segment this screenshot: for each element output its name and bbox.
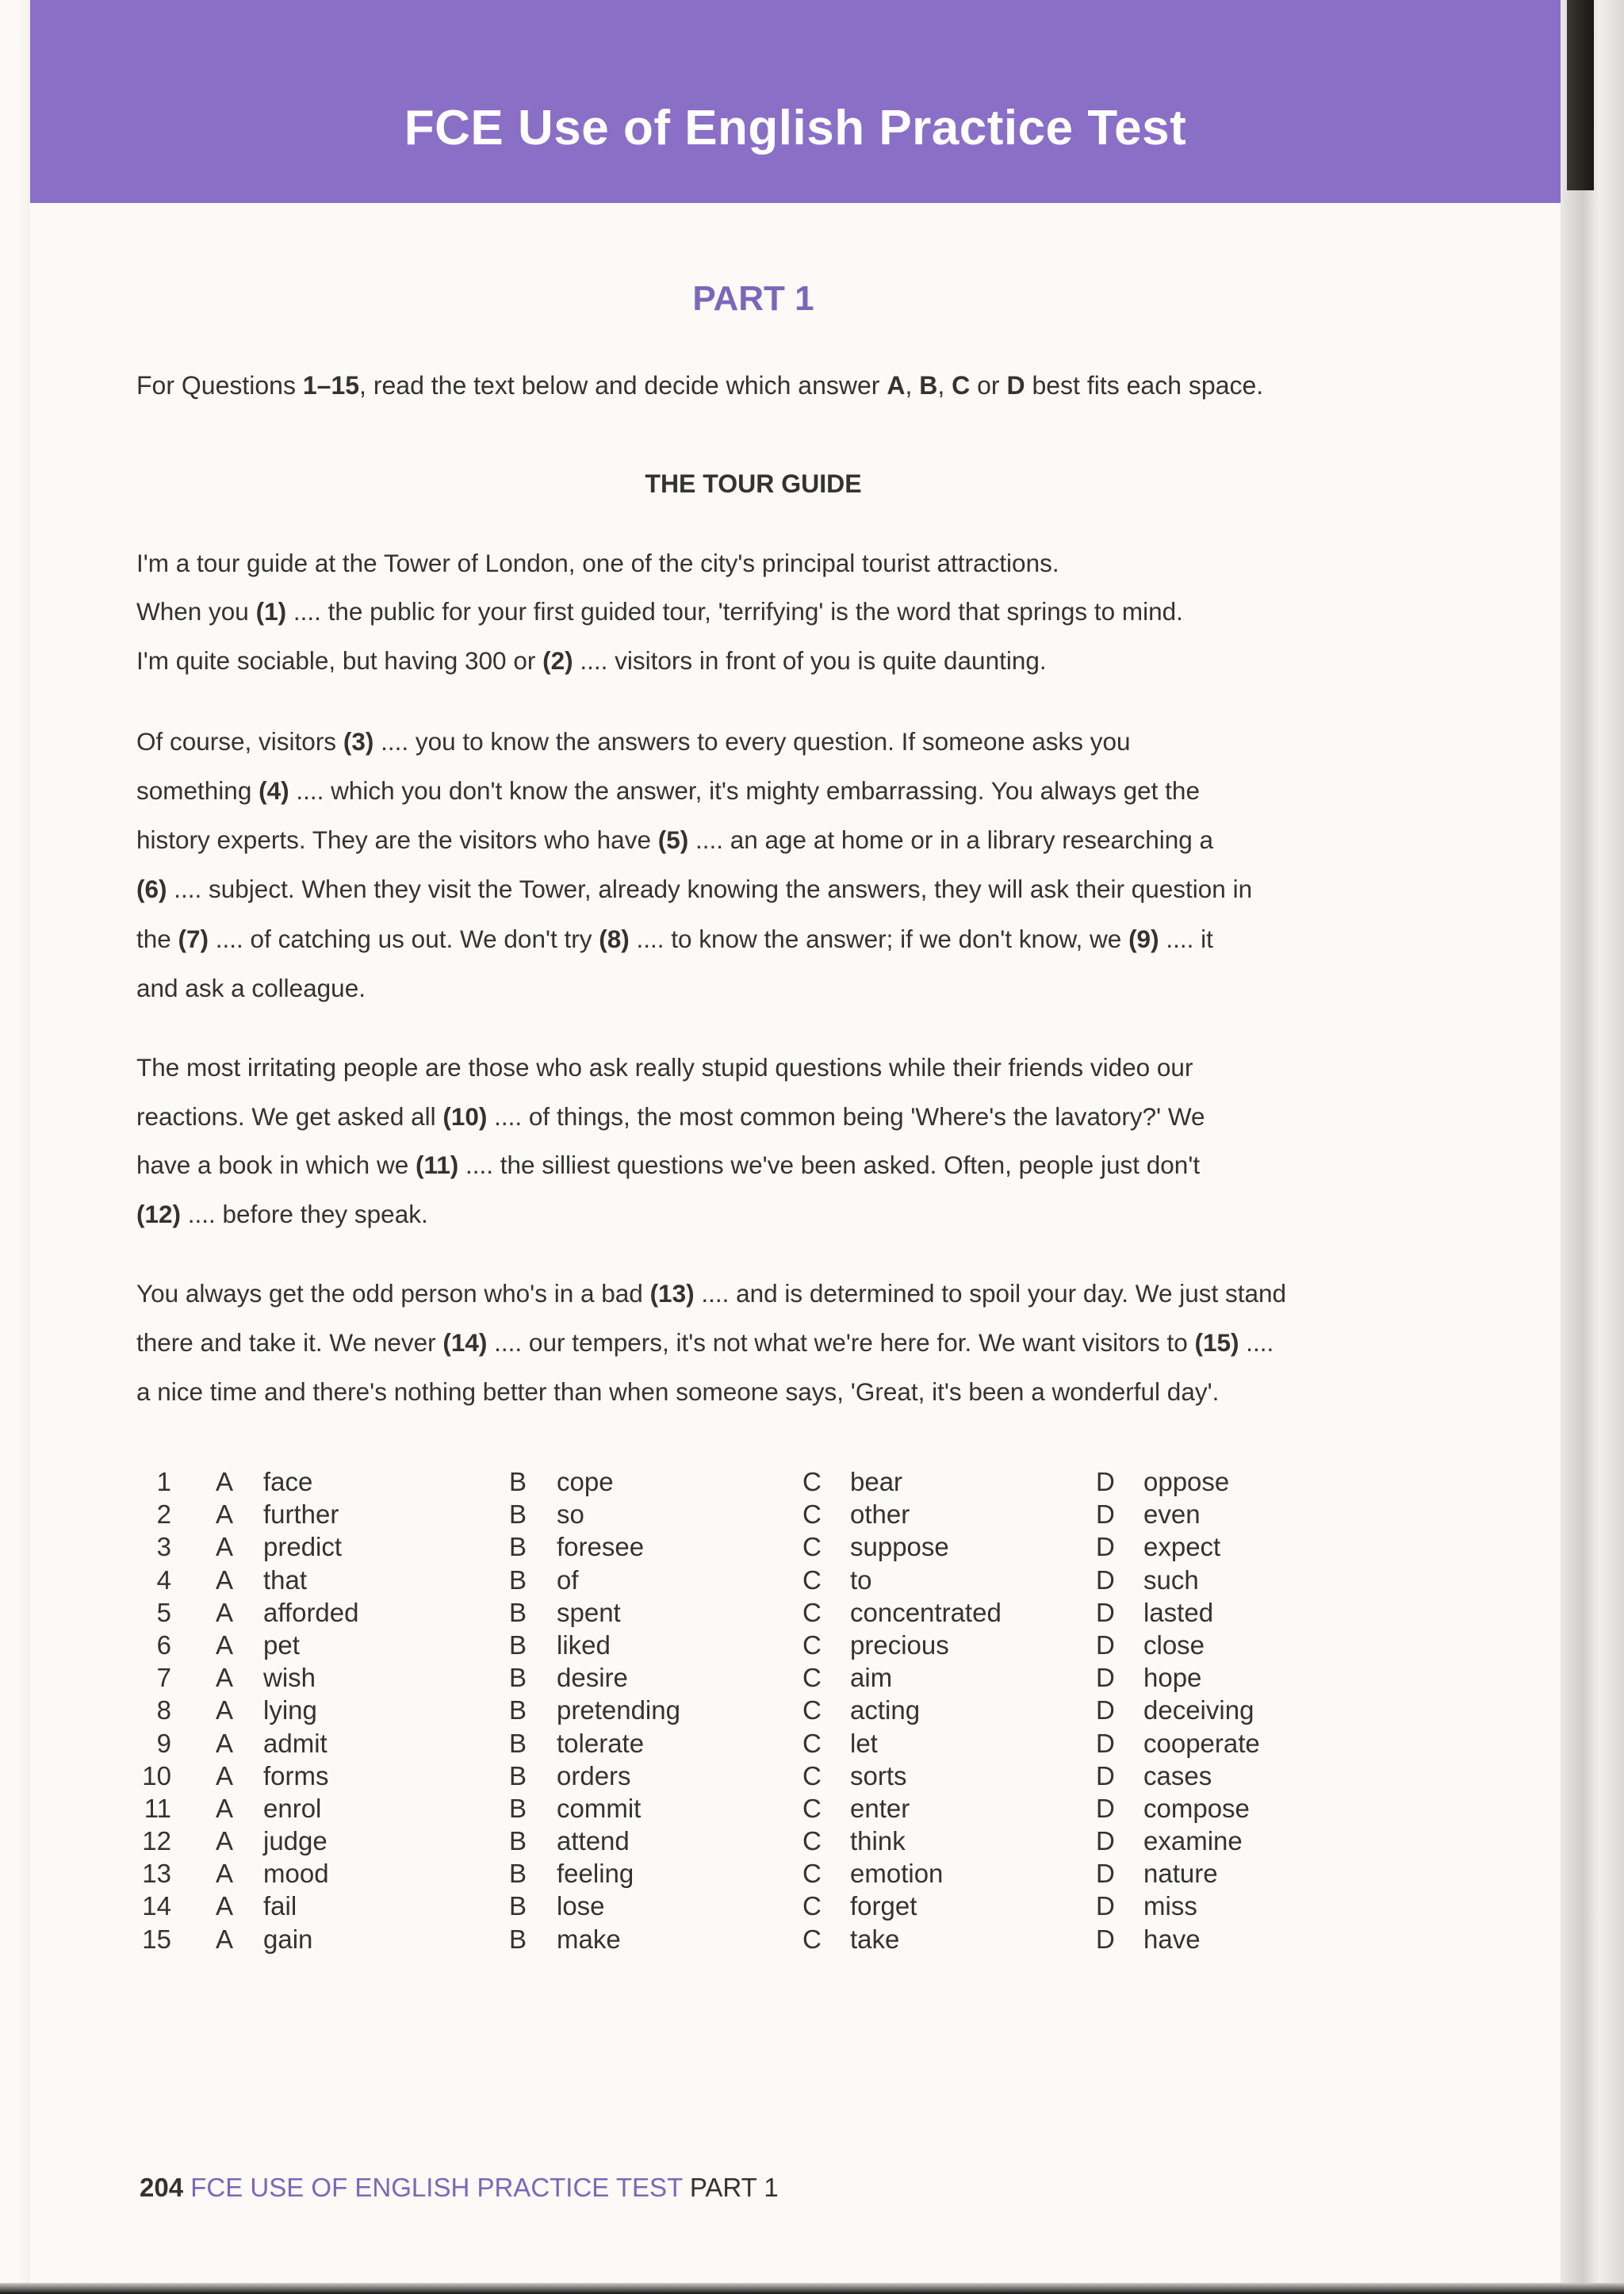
option-a: forms <box>263 1760 329 1790</box>
option-letter-a: A <box>216 1924 234 1954</box>
passage-line <box>136 776 1200 806</box>
option-letter-d: D <box>1096 1630 1115 1660</box>
question-number: 9 <box>156 1728 171 1758</box>
instructions-text: , read the text below and decide which answer <box>359 371 887 400</box>
option-letter-a: A <box>216 1891 234 1921</box>
passage-text: I'm a tour guide at the Tower of London, one of the city's principal tourist attractions. <box>136 549 1059 577</box>
passage-text: .... it <box>1159 925 1213 953</box>
gap-number: (4) <box>259 776 289 805</box>
option-a: judge <box>263 1826 327 1856</box>
option-letter-d: D <box>1096 1760 1115 1790</box>
option-letter-c: C <box>802 1597 822 1627</box>
option-letter-a: A <box>216 1630 234 1660</box>
passage-text: .... and is determined to spoil your day. We just stand <box>694 1279 1287 1308</box>
passage-text: .... our tempers, it's not what we're here for. We want visitors to <box>487 1328 1195 1357</box>
option-a: mood <box>263 1859 329 1889</box>
option-letter-a: A <box>216 1859 234 1889</box>
page-title: FCE Use of English Practice Test <box>404 101 1187 155</box>
option-letter-b: B <box>509 1859 527 1889</box>
option-c: concentrated <box>850 1597 1002 1627</box>
passage-text: .... you to know the answers to every question. If someone asks you <box>373 727 1131 756</box>
passage-text: history experts. They are the visitors who have <box>136 825 658 854</box>
option-letter-c: C <box>802 1663 822 1693</box>
option-letter-b: B <box>509 1532 527 1562</box>
option-d: expect <box>1143 1532 1221 1562</box>
option-c: let <box>850 1728 878 1758</box>
gap-number: (6) <box>136 875 167 903</box>
passage-line <box>136 825 1213 855</box>
option-b: spent <box>557 1597 621 1627</box>
option-letter-d: D <box>1096 1891 1115 1921</box>
passage-line <box>136 597 1183 626</box>
option-b: lose <box>557 1891 605 1921</box>
option-letter-a: A <box>216 1532 234 1562</box>
question-number: 14 <box>142 1891 171 1921</box>
option-letter-c: C <box>802 1695 822 1725</box>
option-d: even <box>1143 1499 1201 1530</box>
option-b: of <box>557 1564 579 1595</box>
passage-text: .... the public for your first guided tour, 'terrifying' is the word that springs to mind. <box>286 597 1183 626</box>
instructions-text: , <box>905 371 920 400</box>
option-b: attend <box>557 1826 630 1856</box>
question-number: 2 <box>156 1499 171 1530</box>
option-letter-c: C <box>802 1924 822 1954</box>
option-letter-b: B <box>509 1728 527 1758</box>
option-b: cope <box>557 1467 614 1496</box>
option-d: lasted <box>1143 1597 1214 1627</box>
option-b: pretending <box>557 1695 680 1725</box>
option-c: acting <box>850 1695 921 1725</box>
passage-text: something <box>136 776 259 805</box>
passage-line <box>136 1102 1205 1132</box>
option-letter-c: C <box>802 1728 822 1758</box>
option-letter-b: B <box>509 1891 527 1921</box>
option-b: orders <box>557 1760 631 1790</box>
option-a: enrol <box>263 1793 322 1823</box>
passage-line <box>136 727 1131 756</box>
option-letter-d: D <box>1096 1793 1115 1823</box>
option-letter-d: D <box>1096 1564 1115 1595</box>
question-number: 6 <box>156 1630 171 1660</box>
option-letter-b: B <box>509 1793 527 1823</box>
option-a: wish <box>263 1663 316 1693</box>
passage-text: the <box>136 925 178 953</box>
passage-line <box>136 875 1252 904</box>
gap-number: (9) <box>1128 925 1159 953</box>
page-bottom-edge <box>0 2283 1624 2294</box>
question-number: 13 <box>142 1859 171 1889</box>
passage-text: .... subject. When they visit the Tower, already knowing the answers, they will ask their question in <box>167 875 1253 903</box>
option-letter-a: A <box>216 1499 234 1530</box>
option-d: compose <box>1143 1793 1250 1823</box>
option-d: nature <box>1143 1859 1218 1889</box>
option-letter-b: B <box>509 1630 527 1660</box>
option-letter-a: A <box>216 1467 234 1496</box>
gap-number: (15) <box>1194 1328 1239 1357</box>
question-number: 11 <box>144 1793 171 1823</box>
option-letter-c: C <box>802 1499 822 1530</box>
option-letter-c: C <box>802 1826 822 1856</box>
gap-number: (13) <box>649 1279 695 1308</box>
option-letter-c: C <box>802 1891 822 1921</box>
option-letter-b: B <box>509 1467 527 1496</box>
question-number: 12 <box>142 1826 171 1856</box>
question-number: 15 <box>142 1924 171 1954</box>
option-d: have <box>1143 1924 1201 1954</box>
option-a: fail <box>263 1891 297 1921</box>
option-letter-a: A <box>216 1564 234 1595</box>
option-letter-b: B <box>509 1695 527 1725</box>
option-letter-d: D <box>1096 1728 1115 1758</box>
option-letter-a: A <box>216 1793 234 1823</box>
option-c: take <box>850 1924 900 1954</box>
option-letter-a: A <box>216 1826 234 1856</box>
passage-text: .... of things, the most common being 'Where's the lavatory?' We <box>487 1102 1205 1131</box>
option-d: deceiving <box>1143 1695 1254 1725</box>
passage-line <box>136 1377 1219 1407</box>
option-letter-a: A <box>216 1663 234 1693</box>
passage-text: The most irritating people are those who ask really stupid questions while their friends video our <box>136 1053 1193 1082</box>
passage-line <box>136 974 366 1003</box>
passage-text: .... <box>1239 1328 1274 1357</box>
option-c: aim <box>850 1663 893 1693</box>
instructions-letter: C <box>952 371 971 400</box>
option-letter-c: C <box>802 1532 822 1562</box>
passage-text: When you <box>136 597 256 626</box>
passage-line <box>136 1328 1274 1358</box>
footer-section: FCE USE OF ENGLISH PRACTICE TEST <box>190 2173 683 2202</box>
book-spine-shadow <box>1567 0 1594 190</box>
option-c: emotion <box>850 1859 944 1889</box>
option-b: make <box>557 1924 621 1954</box>
question-number: 1 <box>156 1467 171 1496</box>
instructions-letter: D <box>1006 371 1025 400</box>
option-b: so <box>557 1499 584 1530</box>
option-b: feeling <box>557 1859 634 1889</box>
option-d: such <box>1143 1564 1199 1595</box>
option-a: gain <box>263 1924 313 1954</box>
option-letter-b: B <box>509 1564 527 1595</box>
option-a: face <box>263 1467 313 1496</box>
option-letter-d: D <box>1096 1663 1115 1693</box>
instructions-text: , <box>937 371 952 400</box>
page-number: 204 <box>140 2173 184 2202</box>
gap-number: (12) <box>136 1200 182 1228</box>
option-letter-b: B <box>509 1597 527 1627</box>
question-number: 5 <box>156 1597 171 1627</box>
gap-number: (7) <box>178 925 209 953</box>
instructions <box>136 371 1263 400</box>
option-letter-d: D <box>1096 1499 1115 1530</box>
instructions-letter: B <box>919 371 938 400</box>
option-a: lying <box>263 1695 317 1725</box>
option-letter-c: C <box>802 1564 822 1595</box>
option-letter-d: D <box>1096 1532 1115 1562</box>
book-spine <box>1561 0 1624 2294</box>
option-d: oppose <box>1143 1467 1230 1496</box>
passage-text: .... to know the answer; if we don't know, we <box>629 925 1129 953</box>
passage-text: Of course, visitors <box>136 727 343 756</box>
question-number: 4 <box>156 1564 171 1595</box>
instructions-letter: A <box>887 371 906 400</box>
option-letter-d: D <box>1096 1597 1115 1627</box>
option-letter-b: B <box>509 1924 527 1954</box>
option-letter-a: A <box>216 1760 234 1790</box>
option-letter-d: D <box>1096 1467 1115 1496</box>
gap-number: (1) <box>255 597 287 626</box>
gap-number: (3) <box>343 727 374 756</box>
question-number: 3 <box>156 1532 171 1562</box>
option-b: liked <box>557 1630 611 1660</box>
page-footer <box>140 2173 779 2203</box>
gap-number: (8) <box>599 925 630 953</box>
option-a: further <box>263 1499 339 1530</box>
option-letter-c: C <box>802 1859 822 1889</box>
gap-number: (10) <box>442 1102 488 1131</box>
option-letter-b: B <box>509 1826 527 1856</box>
option-d: close <box>1143 1630 1205 1660</box>
passage-text: .... before they speak. <box>181 1200 428 1228</box>
passage-text: .... an age at home or in a library researching a <box>688 825 1214 854</box>
option-letter-a: A <box>216 1728 234 1758</box>
option-a: pet <box>263 1630 300 1660</box>
passage-line <box>136 646 1047 676</box>
option-d: cases <box>1143 1760 1212 1790</box>
option-b: foresee <box>557 1532 645 1562</box>
passage-text: You always get the odd person who's in a bad <box>136 1279 650 1308</box>
option-c: bear <box>850 1467 903 1496</box>
instructions-range: 1–15 <box>302 371 360 400</box>
passage-text: a nice time and there's nothing better than when someone says, 'Great, it's been a wonderful day'. <box>136 1377 1220 1406</box>
question-number: 7 <box>156 1663 171 1693</box>
page-left-edge <box>0 0 30 2294</box>
question-number: 10 <box>142 1760 171 1790</box>
option-letter-d: D <box>1096 1924 1115 1954</box>
option-b: commit <box>557 1793 642 1823</box>
part-title: PART 1 <box>692 279 814 318</box>
option-b: desire <box>557 1663 628 1693</box>
passage-text: I'm quite sociable, but having 300 or <box>136 646 543 675</box>
text-title: THE TOUR GUIDE <box>645 469 862 498</box>
option-d: miss <box>1143 1891 1197 1921</box>
option-letter-a: A <box>216 1695 234 1725</box>
option-d: examine <box>1143 1826 1243 1856</box>
passage-line <box>136 1053 1193 1082</box>
option-c: think <box>850 1826 906 1856</box>
option-d: hope <box>1143 1663 1202 1693</box>
passage-line <box>136 549 1059 578</box>
option-letter-c: C <box>802 1760 822 1790</box>
instructions-text: or <box>970 371 1007 400</box>
instructions-text: best fits each space. <box>1025 371 1264 400</box>
passage-text: reactions. We get asked all <box>136 1102 443 1131</box>
gap-number: (2) <box>542 646 573 675</box>
option-a: afforded <box>263 1597 359 1627</box>
option-c: sorts <box>850 1760 907 1790</box>
passage-text: .... the silliest questions we've been asked. Often, people just don't <box>458 1151 1201 1179</box>
passage-text: .... which you don't know the answer, it's mighty embarrassing. You always get the <box>289 776 1200 805</box>
footer-part: PART 1 <box>689 2173 779 2202</box>
option-c: precious <box>850 1630 949 1660</box>
question-number: 8 <box>156 1695 171 1725</box>
option-letter-b: B <box>509 1760 527 1790</box>
option-letter-b: B <box>509 1499 527 1530</box>
option-letter-a: A <box>216 1597 234 1627</box>
option-letter-d: D <box>1096 1695 1115 1725</box>
passage-line <box>136 1151 1200 1180</box>
option-letter-b: B <box>509 1663 527 1693</box>
option-b: tolerate <box>557 1728 645 1758</box>
option-c: forget <box>850 1891 917 1921</box>
passage-text: there and take it. We never <box>136 1328 443 1357</box>
gap-number: (5) <box>657 825 689 854</box>
option-c: enter <box>850 1793 910 1823</box>
passage-line <box>136 1279 1286 1308</box>
option-d: cooperate <box>1143 1728 1260 1758</box>
option-a: admit <box>263 1728 327 1758</box>
passage-text: and ask a colleague. <box>136 974 366 1002</box>
option-letter-d: D <box>1096 1859 1115 1889</box>
option-a: that <box>263 1564 308 1595</box>
instructions-text: For Questions <box>136 371 303 400</box>
option-letter-c: C <box>802 1630 822 1660</box>
passage-text: .... visitors in front of you is quite daunting. <box>573 646 1047 675</box>
option-letter-d: D <box>1096 1826 1115 1856</box>
passage-line <box>136 925 1213 954</box>
option-c: other <box>850 1499 910 1530</box>
passage-text: have a book in which we <box>136 1151 416 1179</box>
option-letter-c: C <box>802 1467 822 1496</box>
option-c: suppose <box>850 1532 949 1562</box>
gap-number: (11) <box>415 1151 459 1179</box>
option-a: predict <box>263 1532 343 1562</box>
passage-text: .... of catching us out. We don't try <box>209 925 599 953</box>
option-letter-c: C <box>802 1793 822 1823</box>
option-c: to <box>850 1564 872 1595</box>
passage-line <box>136 1200 428 1229</box>
gap-number: (14) <box>442 1328 488 1357</box>
